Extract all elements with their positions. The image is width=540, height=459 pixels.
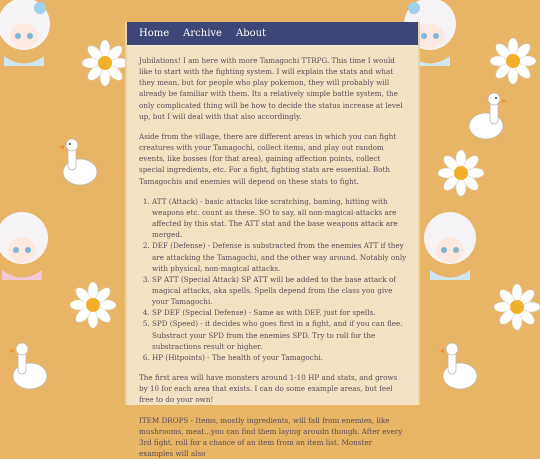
post-paragraph: Aside from the village, there are different areas in which you can fight creatures with your Tamagochi, collect items, and play out random events, like bosses (for that area), gaining affection points, collect special ingredients, etc. For a fight, fighting stats are essential. Both Tamagochis and enemies will depend on these stats to fight. (139, 131, 397, 186)
goose-icon (8, 340, 50, 392)
list-item: 6. HP (Hitpoints) - The health of your Tamagochi. (152, 352, 408, 363)
nav-link-archive[interactable]: Archive (183, 28, 222, 39)
stats-list (139, 196, 408, 363)
list-item: 5. SPD (Speed) - it decides who goes first in a fight, and if you can flee. Substract your SPD from the enemies SPD. Try to roll for the substractions result or higher. (152, 318, 408, 351)
daisy-icon (438, 150, 484, 196)
nav-link-about[interactable]: About (235, 28, 267, 39)
top-navigation (127, 22, 418, 47)
anime-girl-illustration (420, 210, 480, 280)
anime-girl-illustration (0, 210, 52, 280)
daisy-icon (70, 282, 116, 328)
anime-girl-illustration (0, 0, 54, 66)
nav-link-home[interactable]: Home (139, 28, 170, 39)
goose-icon (438, 340, 480, 392)
list-item: 2. DEF (Defense) - Defense is substracted from the enemies ATT if they are attacking the Tamagochi, and the other way around. Notably only with physical, non-magical attacks. (152, 240, 408, 273)
list-item: 1. ATT (Attack) - basic attacks like scratching, baming, hitting with weapons etc. count as these. SO to say, all non-magical-attacks are affected by this stat. The ATT stat and the base weapons attack are merged. (152, 196, 408, 241)
daisy-icon (490, 38, 536, 84)
goose-icon (58, 136, 100, 188)
daisy-icon (82, 40, 128, 86)
daisy-icon (494, 284, 540, 330)
post-paragraph: Jubilations! I am here with more Tamagochi TTRPG. This time I would like to start with the fighting system. I will explain the stats and what they mean, but for people who play pokemon, they will probably will already be familiar with them. Its a relatively simple battle system, the only complicated thing will be how to decide the status increase at level up, but I will deal with that also accordingly. (139, 56, 403, 121)
post-body (127, 47, 418, 459)
list-item: 3. SP ATT (Special Attack) SP ATT will be added to the base attack of magical attacks, aka spells. Spells depend from the class you give your Tamagochi. (152, 274, 408, 307)
blog-post-card (125, 22, 420, 458)
list-item: 4. SP DEF (Special Defense) - Same as with DEF, just for spells. (152, 307, 408, 318)
goose-icon (466, 90, 508, 142)
post-paragraph: The first area will have monsters around 1-10 HP and stats, and grows by 10 for each area that exists. I can do some example areas, but feel free to do your own! (139, 373, 398, 405)
post-paragraph: ITEM DROPS - Items, mostly ingredients, will fall from enemies, like mushrooms, meat...you can find them laying aroudn though. After every 3rd fight, roll for a chance of an item from an item list. Monster examples will also (139, 415, 403, 458)
